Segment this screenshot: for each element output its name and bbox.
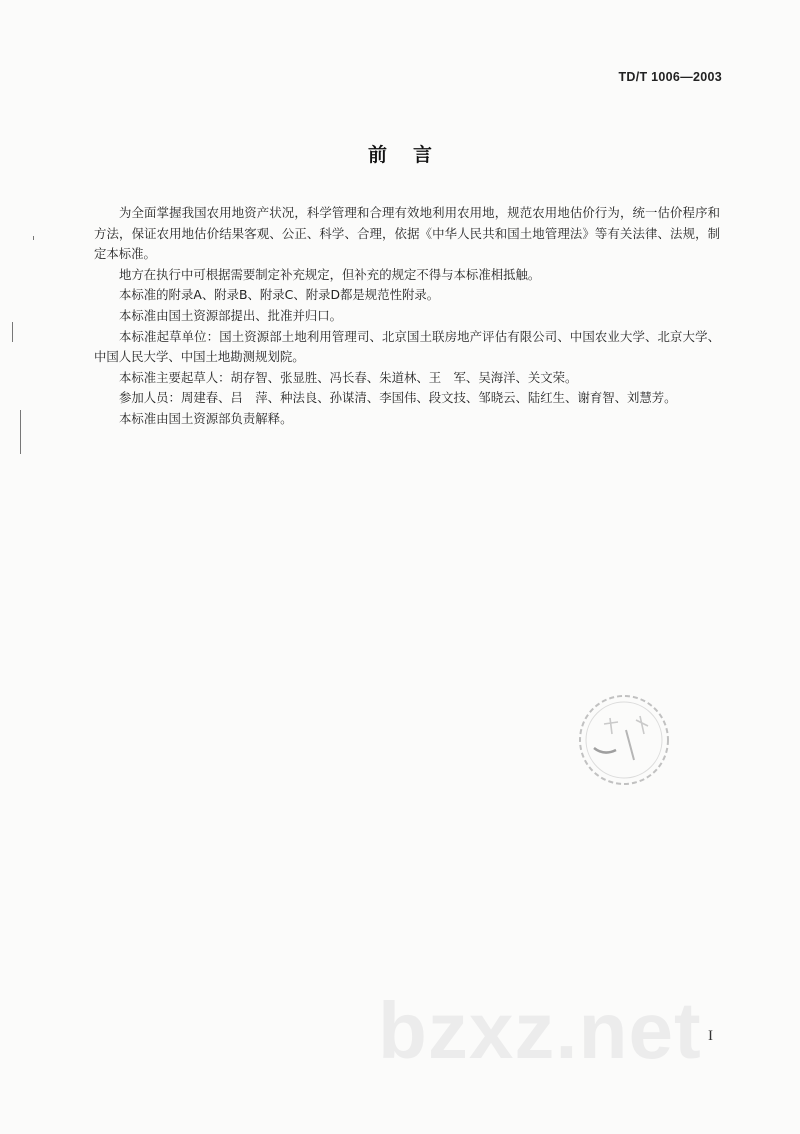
paragraph: 本标准由国土资源部提出、批准并归口。 <box>119 307 343 323</box>
paragraph: 本标准的附录A、附录B、附录C、附录D都是规范性附录。 <box>119 287 440 303</box>
paragraph: 本标准主要起草人：胡存智、张显胜、冯长春、朱道林、王 军、吴海洋、关文荣。 <box>119 369 578 385</box>
paragraph: 参加人员：周建春、吕 萍、种法良、孙谋清、李国伟、段文技、邹晓云、陆红生、谢育智、刘慧芳。 <box>119 390 677 406</box>
foreword-body <box>94 203 720 430</box>
round-seal-icon <box>574 690 674 790</box>
page-title: 前言 <box>367 144 458 166</box>
paragraph: 本标准由国土资源部负责解释。 <box>119 410 293 426</box>
paragraph: 为全面掌握我国农用地资产状况，科学管理和合理有效地利用农用地，规范农用地估价行为，统一估价程序和方法，保证农用地估价结果客观、公正、科学、合理，依据《中华人民共和国土地管理法》等有关法律、法规，制定本标准。 <box>94 205 720 262</box>
paragraph: 地方在执行中可根据需要制定补充规定，但补充的规定不得与本标准相抵触。 <box>119 266 541 282</box>
scan-mark <box>12 322 13 342</box>
page-number: I <box>708 1028 713 1044</box>
paragraph: 本标准起草单位：国土资源部土地利用管理司、北京国土联房地产评估有限公司、中国农业大学、北京大学、中国人民大学、中国土地勘测规划院。 <box>94 328 720 365</box>
scan-mark <box>33 236 34 240</box>
scan-mark <box>20 410 21 454</box>
watermark: bzxz.net <box>378 986 702 1075</box>
standard-code: TD/T 1006—2003 <box>618 70 722 84</box>
